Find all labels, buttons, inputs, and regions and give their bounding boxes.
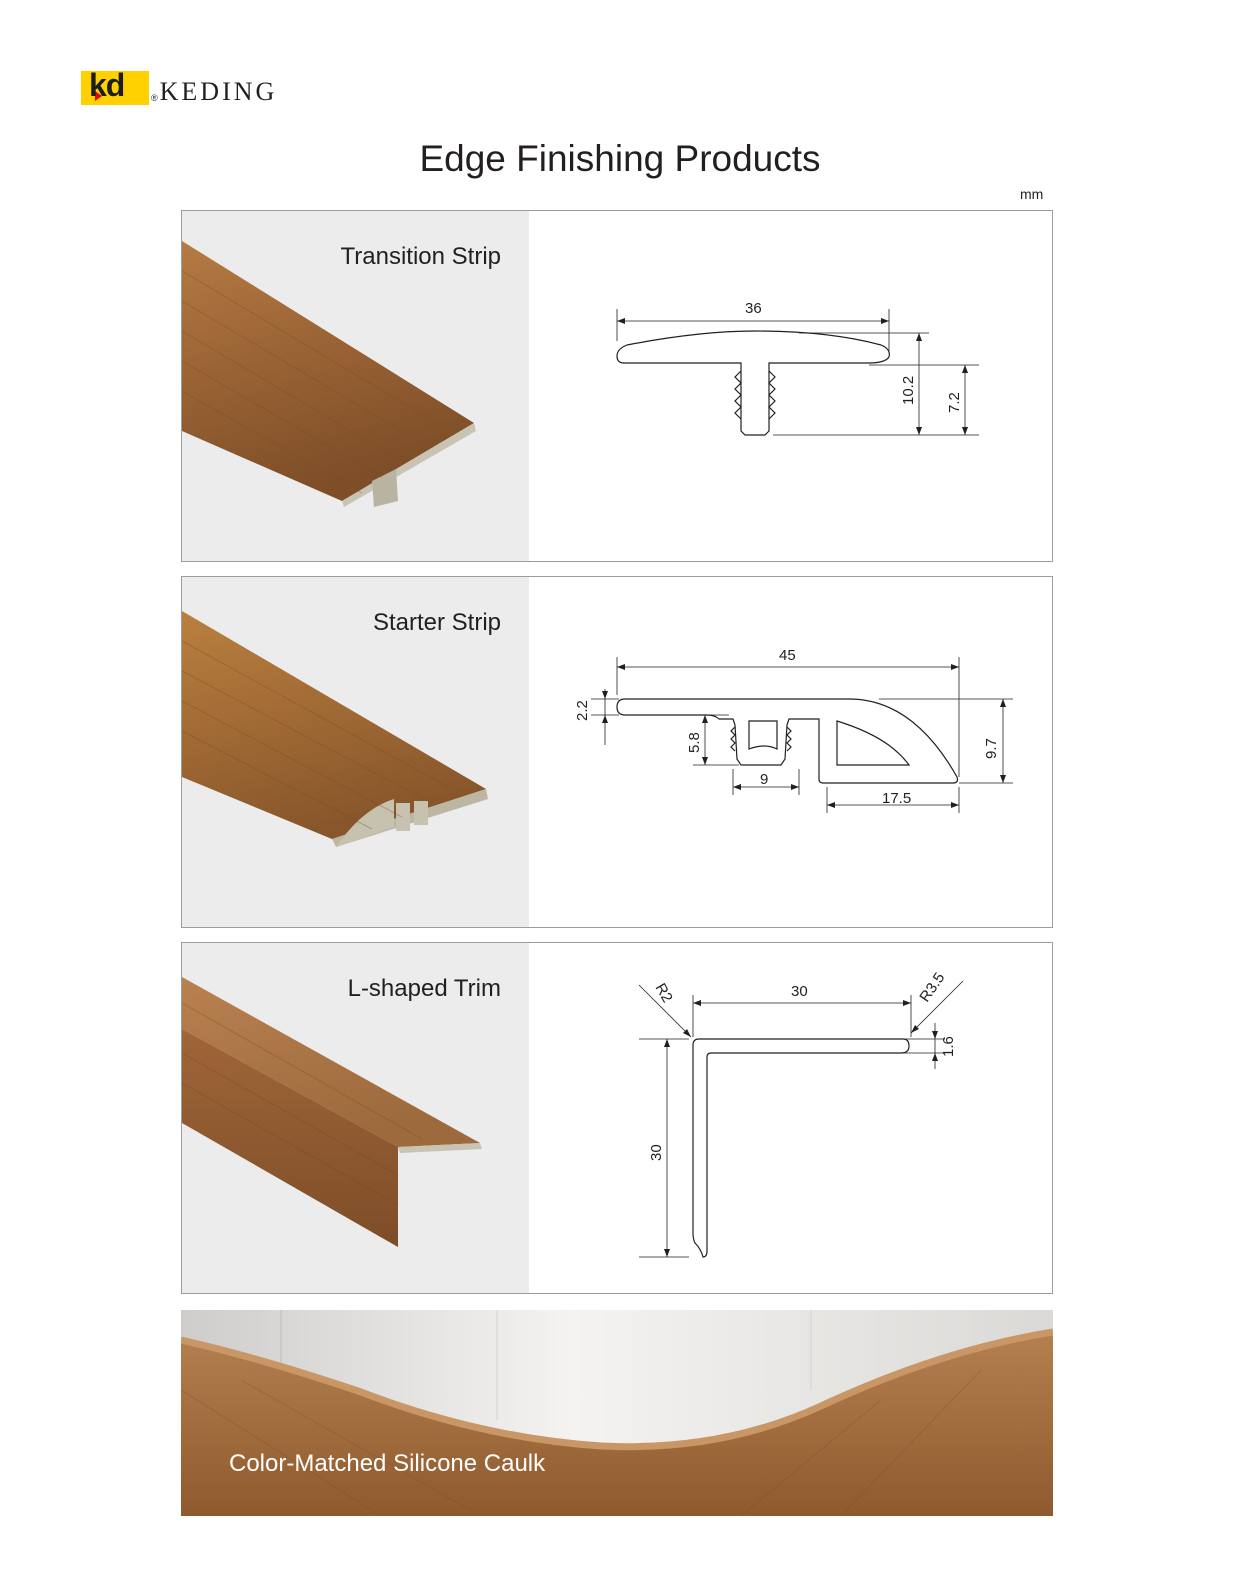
product-label: Starter Strip xyxy=(372,609,501,636)
product-photo xyxy=(182,943,529,1293)
logo-mark xyxy=(81,67,149,105)
logo-mark-text: kd xyxy=(89,67,125,103)
dimension-leg-height: 30 xyxy=(648,1144,665,1161)
dimension-leg-width: 30 xyxy=(791,983,808,1000)
dimension-width: 36 xyxy=(745,300,762,317)
unit-label: mm xyxy=(1020,186,1044,202)
dimension-thickness: 1.6 xyxy=(940,1036,957,1057)
banner-caption: Color-Matched Silicone Caulk xyxy=(229,1450,546,1477)
dimension-nose-width: 17.5 xyxy=(882,790,912,807)
product-panel-transition-strip xyxy=(181,210,1053,562)
registered-mark: ® xyxy=(151,93,158,103)
l-shaped-trim-drawing xyxy=(529,943,1052,1294)
dimension-top-thickness: 2.2 xyxy=(574,700,591,721)
dimension-height: 9.7 xyxy=(983,738,1000,759)
product-photo xyxy=(182,211,529,561)
product-label: Transition Strip xyxy=(340,243,501,270)
dimension-total-height: 10.2 xyxy=(900,375,917,405)
dimension-inner-radius: R2 xyxy=(651,980,676,1006)
starter-strip-drawing xyxy=(529,577,1052,928)
product-label: L-shaped Trim xyxy=(347,975,501,1002)
brand-name: KEDING xyxy=(159,77,278,106)
brand-logo xyxy=(81,67,278,106)
caulk-banner xyxy=(181,1310,1053,1516)
dimension-channel-depth: 5.8 xyxy=(686,732,703,753)
caulk-banner-image xyxy=(181,1310,1053,1516)
dimension-width: 45 xyxy=(779,647,796,664)
product-photo xyxy=(182,577,529,927)
dimension-stem-height: 7.2 xyxy=(946,392,963,413)
page-title: Edge Finishing Products xyxy=(419,138,821,179)
transition-strip-drawing xyxy=(529,211,1052,562)
product-panel-starter-strip xyxy=(181,576,1053,928)
dimension-channel-width: 9 xyxy=(760,771,769,788)
product-panel-l-shaped-trim xyxy=(181,942,1053,1294)
dimension-nose-radius: R3.5 xyxy=(916,969,949,1006)
